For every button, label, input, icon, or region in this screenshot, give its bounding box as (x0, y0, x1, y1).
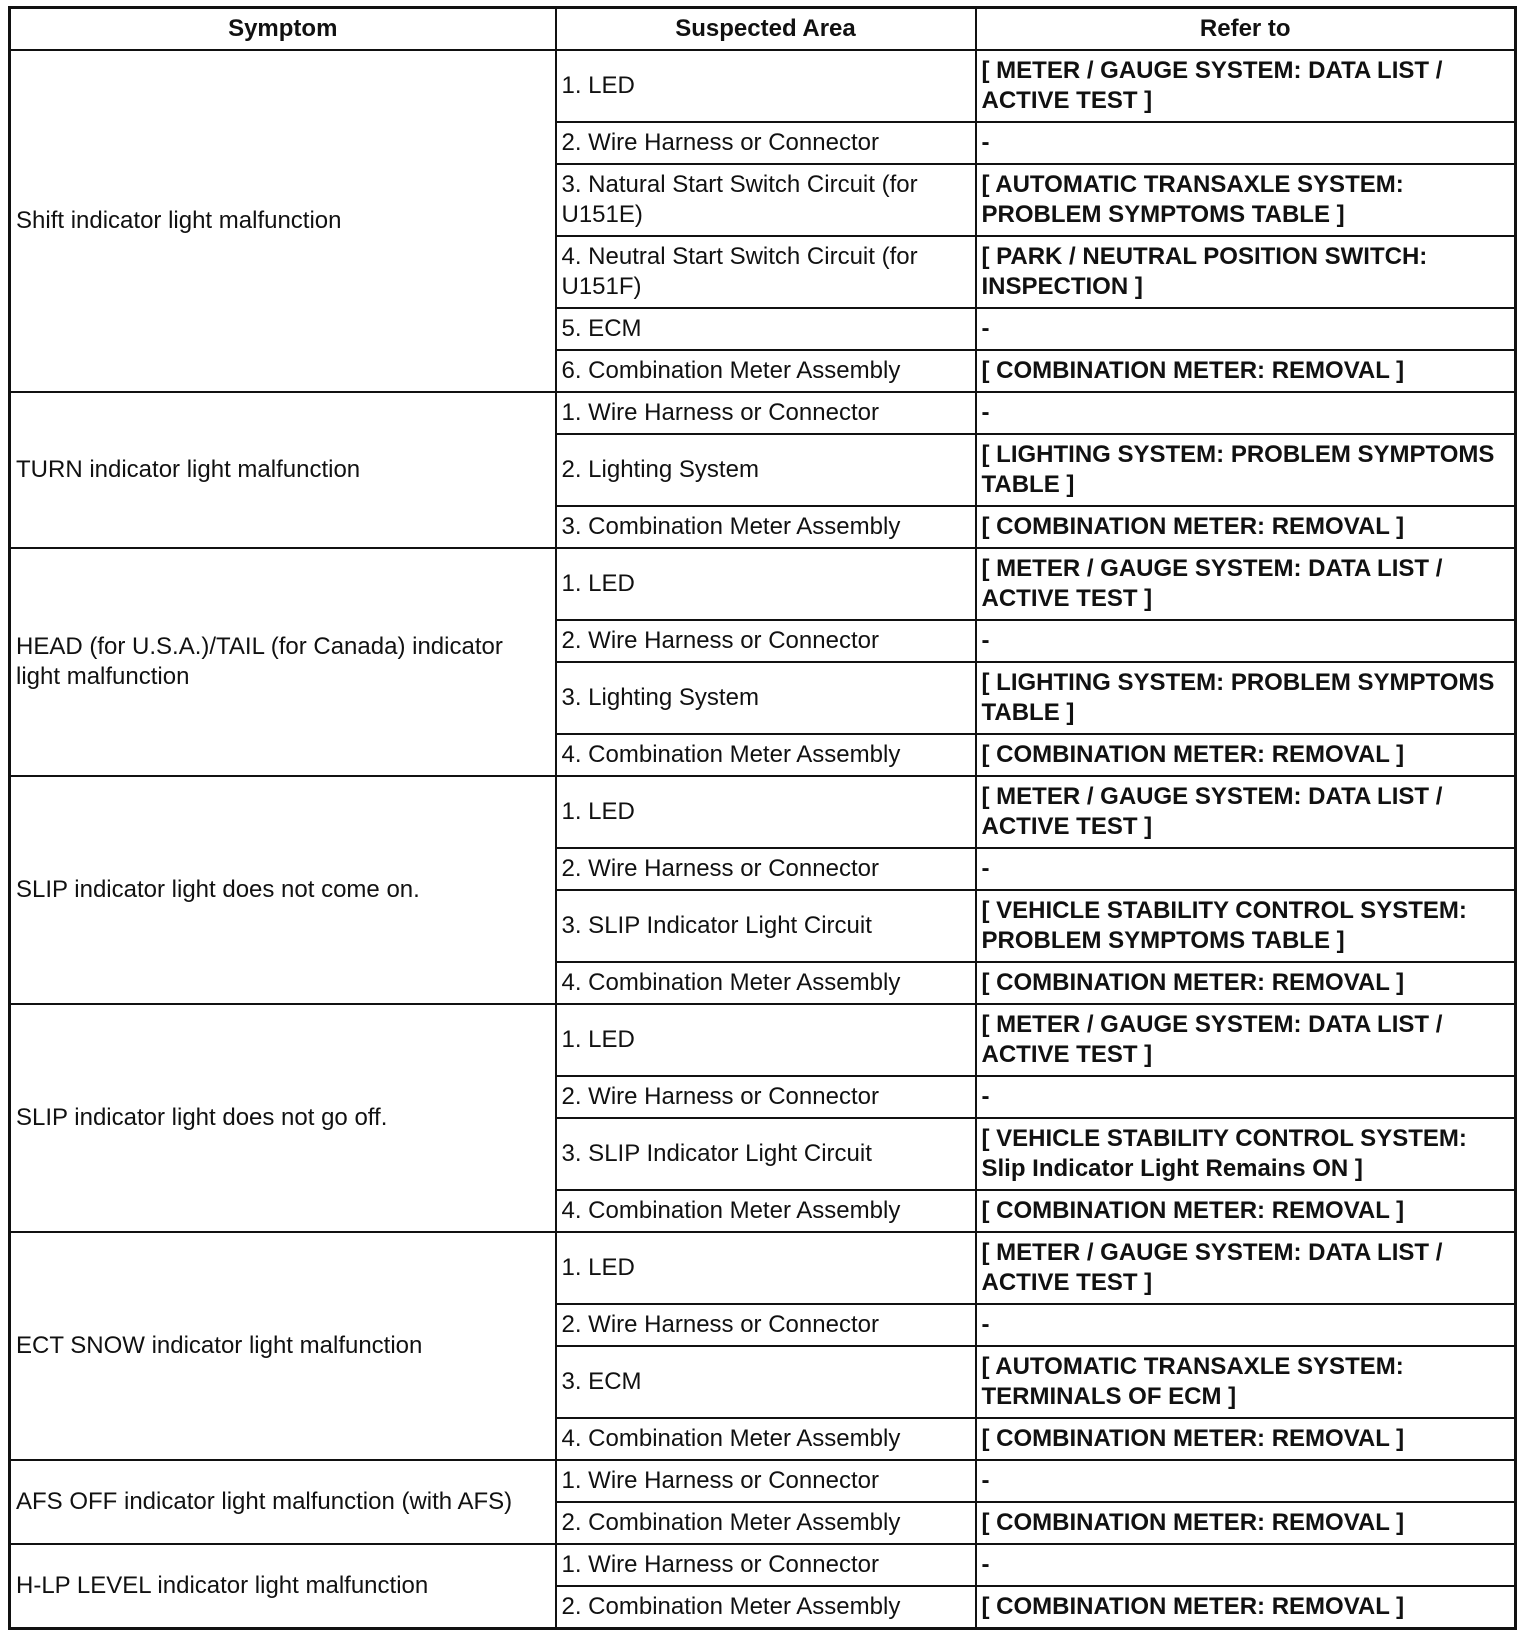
table-row (10, 1004, 1516, 1076)
refer-to-cell: [ AUTOMATIC TRANSAXLE SYSTEM: PROBLEM SYMPTOMS TABLE ] (976, 164, 1516, 236)
suspected-area-cell: 3. Lighting System (556, 662, 976, 734)
suspected-area-cell: 2. Combination Meter Assembly (556, 1586, 976, 1629)
table-row (10, 1460, 1516, 1502)
refer-to-cell: - (976, 1544, 1516, 1586)
suspected-area-cell: 3. SLIP Indicator Light Circuit (556, 1118, 976, 1190)
problem-symptoms-sheet (8, 6, 1514, 1630)
refer-to-cell: - (976, 308, 1516, 350)
suspected-area-cell: 5. ECM (556, 308, 976, 350)
refer-to-cell: [ COMBINATION METER: REMOVAL ] (976, 1190, 1516, 1232)
refer-to-cell: [ COMBINATION METER: REMOVAL ] (976, 1586, 1516, 1629)
symptom-cell: SLIP indicator light does not come on. (10, 776, 556, 1004)
suspected-area-cell: 4. Combination Meter Assembly (556, 962, 976, 1004)
table-row (10, 776, 1516, 848)
suspected-area-cell: 2. Wire Harness or Connector (556, 848, 976, 890)
suspected-area-cell: 2. Wire Harness or Connector (556, 1304, 976, 1346)
table-row (10, 1544, 1516, 1586)
refer-to-cell: - (976, 848, 1516, 890)
suspected-area-cell: 1. LED (556, 1004, 976, 1076)
refer-to-cell: [ COMBINATION METER: REMOVAL ] (976, 734, 1516, 776)
suspected-area-cell: 3. Combination Meter Assembly (556, 506, 976, 548)
refer-to-cell: [ VEHICLE STABILITY CONTROL SYSTEM: PROBLEM SYMPTOMS TABLE ] (976, 890, 1516, 962)
symptom-cell: TURN indicator light malfunction (10, 392, 556, 548)
table-row (10, 548, 1516, 620)
suspected-area-cell: 3. Natural Start Switch Circuit (for U151E) (556, 164, 976, 236)
header-refer-to: Refer to (976, 8, 1516, 51)
suspected-area-cell: 3. ECM (556, 1346, 976, 1418)
refer-to-cell: [ AUTOMATIC TRANSAXLE SYSTEM: TERMINALS OF ECM ] (976, 1346, 1516, 1418)
suspected-area-cell: 4. Combination Meter Assembly (556, 1190, 976, 1232)
suspected-area-cell: 4. Neutral Start Switch Circuit (for U151F) (556, 236, 976, 308)
suspected-area-cell: 2. Wire Harness or Connector (556, 122, 976, 164)
symptom-cell: Shift indicator light malfunction (10, 50, 556, 392)
suspected-area-cell: 2. Wire Harness or Connector (556, 1076, 976, 1118)
refer-to-cell: [ LIGHTING SYSTEM: PROBLEM SYMPTOMS TABLE ] (976, 662, 1516, 734)
suspected-area-cell: 2. Wire Harness or Connector (556, 620, 976, 662)
refer-to-cell: [ COMBINATION METER: REMOVAL ] (976, 1418, 1516, 1460)
suspected-area-cell: 4. Combination Meter Assembly (556, 734, 976, 776)
header-suspected-area: Suspected Area (556, 8, 976, 51)
refer-to-cell: [ METER / GAUGE SYSTEM: DATA LIST / ACTIVE TEST ] (976, 548, 1516, 620)
header-row (10, 8, 1516, 51)
suspected-area-cell: 1. LED (556, 50, 976, 122)
suspected-area-cell: 2. Combination Meter Assembly (556, 1502, 976, 1544)
table-row (10, 392, 1516, 434)
refer-to-cell: - (976, 392, 1516, 434)
suspected-area-cell: 6. Combination Meter Assembly (556, 350, 976, 392)
refer-to-cell: [ COMBINATION METER: REMOVAL ] (976, 1502, 1516, 1544)
table-body (10, 50, 1516, 1629)
symptom-cell: ECT SNOW indicator light malfunction (10, 1232, 556, 1460)
table-row (10, 50, 1516, 122)
refer-to-cell: - (976, 1460, 1516, 1502)
suspected-area-cell: 2. Lighting System (556, 434, 976, 506)
suspected-area-cell: 1. LED (556, 776, 976, 848)
symptom-cell: SLIP indicator light does not go off. (10, 1004, 556, 1232)
problem-symptoms-table (8, 6, 1517, 1630)
refer-to-cell: - (976, 122, 1516, 164)
symptom-cell: H-LP LEVEL indicator light malfunction (10, 1544, 556, 1629)
refer-to-cell: [ VEHICLE STABILITY CONTROL SYSTEM: Slip Indicator Light Remains ON ] (976, 1118, 1516, 1190)
symptom-cell: AFS OFF indicator light malfunction (with AFS) (10, 1460, 556, 1544)
refer-to-cell: [ METER / GAUGE SYSTEM: DATA LIST / ACTIVE TEST ] (976, 1232, 1516, 1304)
table-row (10, 1232, 1516, 1304)
suspected-area-cell: 3. SLIP Indicator Light Circuit (556, 890, 976, 962)
refer-to-cell: [ LIGHTING SYSTEM: PROBLEM SYMPTOMS TABLE ] (976, 434, 1516, 506)
suspected-area-cell: 1. LED (556, 548, 976, 620)
refer-to-cell: [ COMBINATION METER: REMOVAL ] (976, 506, 1516, 548)
refer-to-cell: [ METER / GAUGE SYSTEM: DATA LIST / ACTIVE TEST ] (976, 50, 1516, 122)
refer-to-cell: [ COMBINATION METER: REMOVAL ] (976, 350, 1516, 392)
suspected-area-cell: 4. Combination Meter Assembly (556, 1418, 976, 1460)
suspected-area-cell: 1. LED (556, 1232, 976, 1304)
refer-to-cell: - (976, 620, 1516, 662)
refer-to-cell: [ COMBINATION METER: REMOVAL ] (976, 962, 1516, 1004)
refer-to-cell: [ METER / GAUGE SYSTEM: DATA LIST / ACTIVE TEST ] (976, 776, 1516, 848)
refer-to-cell: - (976, 1304, 1516, 1346)
refer-to-cell: [ PARK / NEUTRAL POSITION SWITCH: INSPECTION ] (976, 236, 1516, 308)
header-symptom: Symptom (10, 8, 556, 51)
symptom-cell: HEAD (for U.S.A.)/TAIL (for Canada) indicator light malfunction (10, 548, 556, 776)
table-header (10, 8, 1516, 51)
suspected-area-cell: 1. Wire Harness or Connector (556, 1544, 976, 1586)
suspected-area-cell: 1. Wire Harness or Connector (556, 392, 976, 434)
refer-to-cell: - (976, 1076, 1516, 1118)
refer-to-cell: [ METER / GAUGE SYSTEM: DATA LIST / ACTIVE TEST ] (976, 1004, 1516, 1076)
suspected-area-cell: 1. Wire Harness or Connector (556, 1460, 976, 1502)
